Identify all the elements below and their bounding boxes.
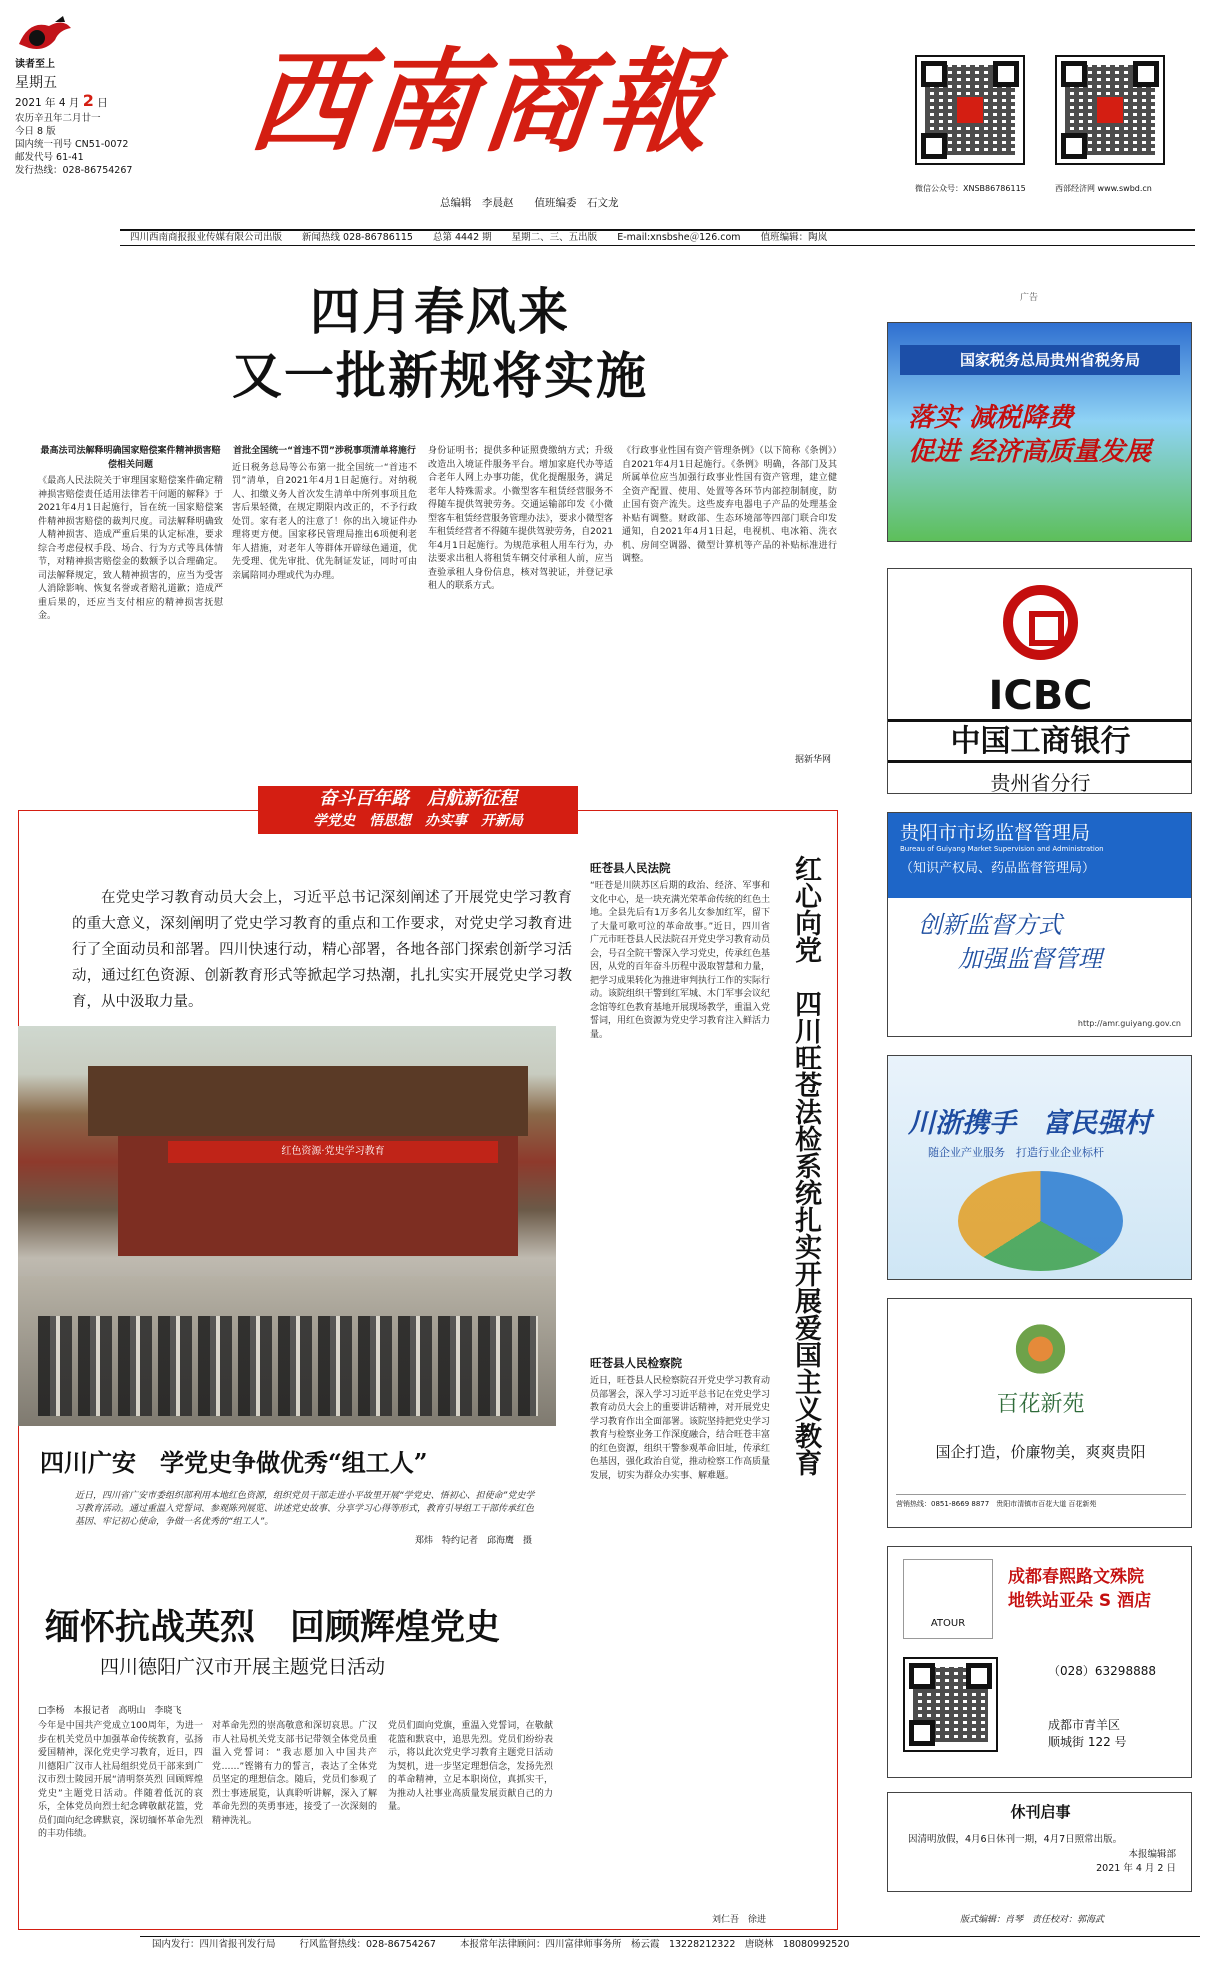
qr2-caption: 西部经济网 www.swbd.cn [1055, 184, 1152, 193]
procuratorate-article: 近日，旺苍县人民检察院召开党史学习教育动员部署会，深入学习习近平总书记在党史学习教育动员大会上的重要讲话精神，对开展党史学习教育作出全面部署。该院坚持把党史学习教育与检察业务工作深度融合，结合旺苍丰富的红色资源，组织干警参观革命旧址，传承红色基因，强化政治自觉，推动检察工作高质量发展，切实为群众办实事、解难题。 [590, 1376, 770, 1481]
masthead-info [15, 14, 180, 177]
sichuan-zhejiang-ad[interactable] [887, 1055, 1192, 1280]
procuratorate-subhead: 旺苍县人民检察院 [590, 1356, 682, 1370]
bhxy-footer: 营销热线：0851-8669 8877 贵阳市清镇市百花大道 百花新苑 [896, 1494, 1186, 1509]
tax-bureau-ad[interactable] [887, 322, 1192, 542]
photo-banner: 红色资源·党史学习教育 [168, 1141, 498, 1163]
lead-headline: 四月春风来 又一批新规将实施 [232, 282, 648, 405]
market-sub: （知识产权局、药品监督管理局） [900, 861, 1096, 876]
bhxy-name: 百花新苑 [996, 1392, 1085, 1417]
story2-column-2: 对革命先烈的崇高敬意和深切哀思。广汉市人社局机关党支部书记带领全体党员重温入党誓词：“我志愿加入中国共产党……”铿锵有力的誓言，表达了全体党员坚定的理想信念。随后，党员们参观了烈士事迹展览，认真聆听讲解，深入了解革命先烈的英勇事迹，接受了一次深刻的精神洗礼。 [212, 1721, 377, 1826]
wechat-qr-icon [915, 55, 1025, 165]
info-bar [120, 229, 1195, 246]
newspaper-nameplate: 西南商報 [243, 37, 721, 168]
qr1-caption: 微信公众号：XNSB86786115 [915, 184, 1026, 193]
photo-headline: 四川广安 学党史争做优秀“组工人” [40, 1448, 428, 1477]
icbc-branch: 贵州省分行 [990, 771, 1091, 794]
legal-advisor: 本报常年法律顾问：四川富律师事务所 杨云霞 13228212322 唐晓林 18080992520 [459, 1939, 850, 1950]
post-code: 邮发代号 61-41 [15, 152, 84, 163]
market-supervision-ad[interactable] [887, 812, 1192, 1037]
baihua-xinyuan-ad[interactable] [887, 1298, 1192, 1528]
icbc-cn: 中国工商银行 [888, 719, 1192, 763]
tax-title: 国家税务总局贵州省税务局 [900, 345, 1180, 375]
story2-column-3: 党员们面向党旗，重温入党誓词，在敬献花篮和默哀中，追思先烈。党员们纷纷表示，将以此次党史学习教育主题党日活动为契机，进一步坚定理想信念，发扬先烈的革命精神，立足本职岗位，真抓实干，为推动人社事业高质量发展贡献自己的力量。 [388, 1721, 553, 1812]
market-title: 贵阳市市场监督管理局 [900, 822, 1091, 844]
story2-byline: □李杨 本报记者 高明山 李晓飞 [38, 1706, 182, 1716]
icbc-logo-icon [1003, 585, 1078, 660]
issue-number: 总第 4442 期 [432, 232, 492, 243]
layout-editors: 版式编辑：肖琴 责任校对：郭海武 [960, 1915, 1105, 1925]
page-footer [140, 1936, 1200, 1954]
distribution: 国内发行：四川省报刊发行局 [152, 1939, 276, 1950]
section-ribbon: 奋斗百年路 启航新征程 学党史 悟思想 办实事 开新局 [258, 786, 578, 834]
section-intro: 在党史学习教育动员大会上，习近平总书记深刻阐述了开展党史学习教育的重大意义，深刻阐明了党史学习教育的重点和工作要求，对党史学习教育进行了全面动员和部署。四川快速行动，精心部署，各地各部门探索创新学习活动，通过红色资源、创新教育形式等掀起学习热潮，扎扎实实开展党史学习教育，从中汲取力量。 [72, 890, 572, 1010]
lead-column-2: 首批全国统一“首违不罚”涉税事项清单将施行 近日税务总局等公布第一批全国统一“首违不罚”清单，自2021年4月1日起施行。对纳税人、扣缴义务人首次发生清单中所列事项且危害后果轻微，在规定期限内改正的，不予行政处罚。家有老人的注意了！你的出入境证件办理将更方便。国家移民管理局推出6项便利老年人措施，对老年人等群体开辟绿色通道，优先受理、优先审批、优先制证发证，同时可由亲属陪同办理或代为办理。 [232, 446, 417, 581]
publisher: 四川西南商报报业传媒有限公司出版 [130, 232, 283, 243]
market-en: Bureau of Guiyang Market Supervision and Administration [900, 845, 1104, 853]
story2-headline: 缅怀抗战英烈 回顾辉煌党史 [45, 1607, 501, 1648]
lead-column-3: 身份证明书；提供多种证照费缴纳方式；升级改造出入境证件服务平台。增加家庭代办等适合老年人网上办事功能，优化提醒服务，满足老年人特殊需求。小微型客车租赁经营服务不得随车提供驾驶劳务。交通运输部印发《小微型客车租赁经营服务管理办法》，要求小微型客车租赁经营者不得随车提供驾驶劳务，自2021年4月1日起施行。为规范承租人用车行为，办法要求出租人将租赁车辆交付承租人前，应当查验承租人身份信息，核对驾驶证，并登记承租人的联系方式。 [428, 446, 613, 591]
zj-subtitle: 随企业产业服务 打造行业企业标杆 [928, 1146, 1104, 1159]
photo-caption: 近日，四川省广安市委组织部利用本地红色资源，组织党员干部走进小平故里开展“学党史、悟初心、担使命”党史学习教育活动。通过重温入党誓词、参观陈列展览、讲述党史故事、分享学习心得等形式，教育引导组工干部传承红色基因、牢记初心使命，争做一名优秀的“组工人”。 [75, 1491, 535, 1527]
news-hotline: 新闻热线 028-86786115 [302, 232, 413, 243]
website-qr-icon [1055, 55, 1165, 165]
hotel-qr-icon [903, 1657, 998, 1752]
story2-column-1: 今年是中国共产党成立100周年，为进一步在机关党员中加强革命传统教育，弘扬爱国精神，深化党史学习教育，近日，四川德阳广汉市人社局组织党员干部来到广汉市烈士陵园开展“清明祭英烈 回顾辉煌党史”主题党日活动。伴随着低沉的哀乐，全体党员向烈士纪念碑敬献花篮，党员们面向纪念碑默哀，深切缅怀革命先烈的丰功伟绩。 [38, 1721, 203, 1839]
publication-notice [887, 1792, 1192, 1892]
notice-signature: 本报编辑部 2021 年 4 月 2 日 [1096, 1849, 1176, 1874]
court-subhead: 旺苍县人民法院 [590, 861, 671, 875]
hotel-name: 成都春熙路文殊院 地铁站亚朵 S 酒店 [1008, 1567, 1152, 1611]
market-url[interactable]: http://amr.guiyang.gov.cn [1077, 1019, 1181, 1028]
notice-body: 因清明放假，4月6日休刊一期，4月7日照常出版。 [908, 1834, 1123, 1845]
activity-photo [18, 1026, 556, 1426]
icbc-ad[interactable] [887, 568, 1192, 794]
atour-logo-icon: ATOUR [903, 1559, 993, 1639]
zj-diagram-icon [958, 1171, 1123, 1271]
qr-codes [915, 55, 1195, 195]
court-article: “旺苍是川陕苏区后期的政治、经济、军事和文化中心，是一块充满光荣革命传统的红色土地。全县先后有1万多名儿女参加红军，留下了大量可歌可泣的革命故事。”近日，四川省广元市旺苍县人民法院召开党史学习教育动员会，号召全院干警深入学习党史，传承红色基因，从党的百年奋斗历程中汲取智慧和力量，把学习成果转化为推进审判执行工作的实际行动。该院组织干警到红军城、木门军事会议纪念馆等红色教育基地开展现场教学，重温入党誓词，用红色资源为党史学习教育注入鲜活力量。 [590, 881, 770, 1040]
lead-column-1: 最高法司法解释明确国家赔偿案件精神损害赔偿相关问题 《最高人民法院关于审理国家赔偿案件确定精神损害赔偿责任适用法律若干问题的解释》于2021年4月1日起施行，旨在统一国家赔偿案件精神损害赔偿的裁判尺度。司法解释明确致人精神损害、造成严重后果的认定标准，要求综合考虑侵权手段、场合、行为方式等具体情节，对精神损害赔偿金的数额予以合理确定。司法解释规定，致人精神损害的，应当为受害人消除影响、恢复名誉或者赔礼道歉；造成严重后果的，还应当支付相应的精神损害抚慰金。 [38, 446, 223, 621]
hotline: 发行热线：028-86754267 [15, 165, 133, 176]
weekday: 星期五 [15, 75, 57, 91]
publish-days: 星期二、三、五出版 [511, 232, 598, 243]
ad-label: 广告 [1020, 293, 1039, 303]
slogan: 读者至上 [15, 59, 55, 70]
icbc-en: ICBC [988, 673, 1093, 719]
flower-logo-icon [1013, 1319, 1068, 1379]
newspaper-logo-icon [15, 14, 75, 54]
right-author: 刘仁吾 徐进 [712, 1915, 767, 1925]
lead-source: 据新华网 [795, 755, 832, 765]
vertical-headline: 红心向党 四川旺苍法检系统扎实开展爱国主义教育 [790, 855, 821, 1476]
lead-column-4: 《行政事业性国有资产管理条例》（以下简称《条例》）自2021年4月1日起施行。《条例》明确，各部门及其所属单位应当加强行政事业性国有资产管理，建立健全资产配置、使用、处置等各环节内部控制制度，防止国有资产流失。这些废弃电器电子产品的处理基金补贴有调整。财政部、生态环境部等四部门联合印发通知，自2021年4月1日起，电视机、电冰箱、洗衣机、房间空调器、微型计算机等产品的补贴标准进行调整。 [622, 446, 837, 564]
lunar-date: 农历辛丑年二月廿一 [15, 113, 101, 124]
zj-title: 川浙携手 富民强村 [908, 1108, 1151, 1139]
tax-slogan: 落实 减税降费 促进 经济高质量发展 [908, 403, 1152, 467]
market-slogan: 创新监督方式 加强监督管理 [918, 911, 1102, 973]
atour-hotel-ad[interactable] [887, 1546, 1192, 1778]
story2-subheadline: 四川德阳广汉市开展主题党日活动 [100, 1656, 386, 1678]
page-count: 今日 8 版 [15, 126, 56, 137]
supervision-hotline: 行风监督热线：028-86754267 [299, 1939, 436, 1950]
hotel-phone[interactable]: （028）63298888 [1048, 1664, 1156, 1678]
photo-author: 郑炜 特约记者 邱海鹰 摄 [415, 1536, 533, 1546]
bhxy-slogan: 国企打造，价廉物美，爽爽贵阳 [935, 1443, 1146, 1461]
masthead [0, 0, 1210, 228]
hotel-address: 成都市青羊区 顺城街 122 号 [1048, 1718, 1127, 1749]
email[interactable]: E-mail:xnsbshe＠126.com [617, 232, 741, 243]
editors-line: 总编辑 李晨赵 值班编委 石文龙 [440, 197, 619, 209]
cn-code: 国内统一刊号 CN51-0072 [15, 139, 129, 150]
issue-date: 2021 年 4 月 2 日 [15, 91, 108, 110]
duty-editor: 值班编辑：陶岚 [760, 232, 828, 243]
notice-title: 休刊启事 [1010, 1803, 1071, 1821]
